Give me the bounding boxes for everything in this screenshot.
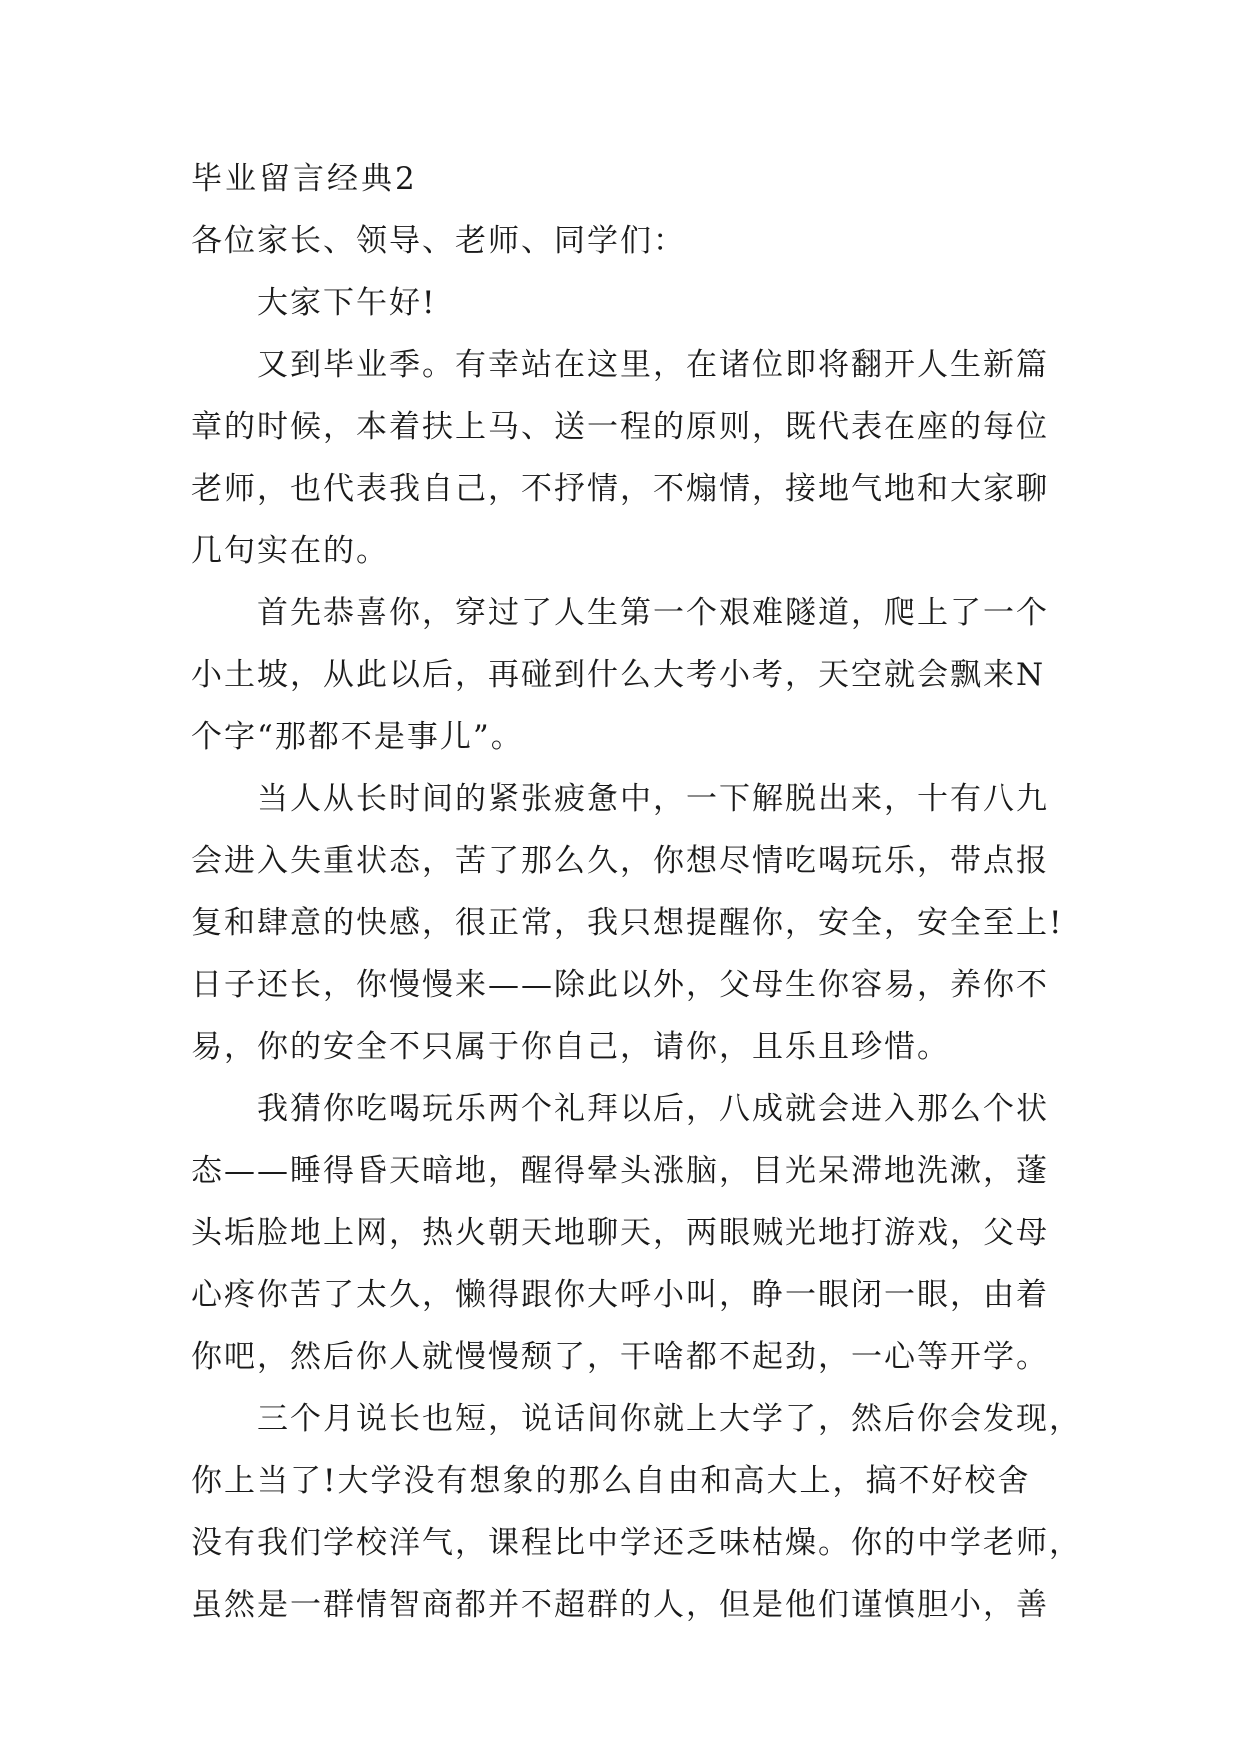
text-line: 老师，也代表我自己，不抒情，不煽情，接地气地和大家聊 (191, 471, 1049, 507)
text-line: 复和肆意的快感，很正常，我只想提醒你，安全，安全至上! (191, 905, 1064, 941)
document-title: 毕业留言经典2 (191, 161, 418, 197)
text-line: 当人从长时间的紧张疲惫中，一下解脱出来，十有八九 (257, 781, 1049, 817)
text-line: 没有我们学校洋气，课程比中学还乏味枯燥。你的中学老师， (191, 1525, 1082, 1561)
text-line: 章的时候，本着扶上马、送一程的原则，既代表在座的每位 (191, 409, 1049, 445)
text-line: 心疼你苦了太久，懒得跟你大呼小叫，睁一眼闭一眼，由着 (191, 1277, 1049, 1313)
text-line: 几句实在的。 (191, 533, 389, 569)
text-line: 虽然是一群情智商都并不超群的人，但是他们谨慎胆小，善 (191, 1587, 1049, 1623)
body-text (191, 334, 1082, 1636)
text-line: 易，你的安全不只属于你自己，请你，且乐且珍惜。 (191, 1029, 950, 1065)
text-line: 头垢脸地上网，热火朝天地聊天，两眼贼光地打游戏，父母 (191, 1215, 1049, 1251)
text-line: 日子还长，你慢慢来——除此以外，父母生你容易，养你不 (191, 967, 1049, 1003)
text-line: 又到毕业季。有幸站在这里，在诸位即将翻开人生新篇 (257, 347, 1049, 383)
text-line: 首先恭喜你，穿过了人生第一个艰难隧道，爬上了一个 (257, 595, 1049, 631)
text-line: 三个月说长也短，说话间你就上大学了，然后你会发现， (257, 1401, 1082, 1437)
text-line: 个字“那都不是事儿”。 (191, 719, 524, 755)
text-line: 小土坡，从此以后，再碰到什么大考小考，天空就会飘来N (191, 657, 1046, 693)
text-line: 你吧，然后你人就慢慢颓了，干啥都不起劲，一心等开学。 (191, 1339, 1049, 1375)
text-line: 你上当了!大学没有想象的那么自由和高大上，搞不好校舍 (191, 1463, 1031, 1499)
text-line: 会进入失重状态，苦了那么久，你想尽情吃喝玩乐，带点报 (191, 843, 1049, 879)
text-line: 态——睡得昏天暗地，醒得晕头涨脑，目光呆滞地洗漱，蓬 (191, 1153, 1049, 1189)
salutation: 各位家长、领导、老师、同学们： (191, 223, 686, 259)
document-body (191, 148, 1082, 1636)
text-line: 我猜你吃喝玩乐两个礼拜以后，八成就会进入那么个状 (257, 1091, 1049, 1127)
greeting: 大家下午好! (257, 285, 437, 321)
